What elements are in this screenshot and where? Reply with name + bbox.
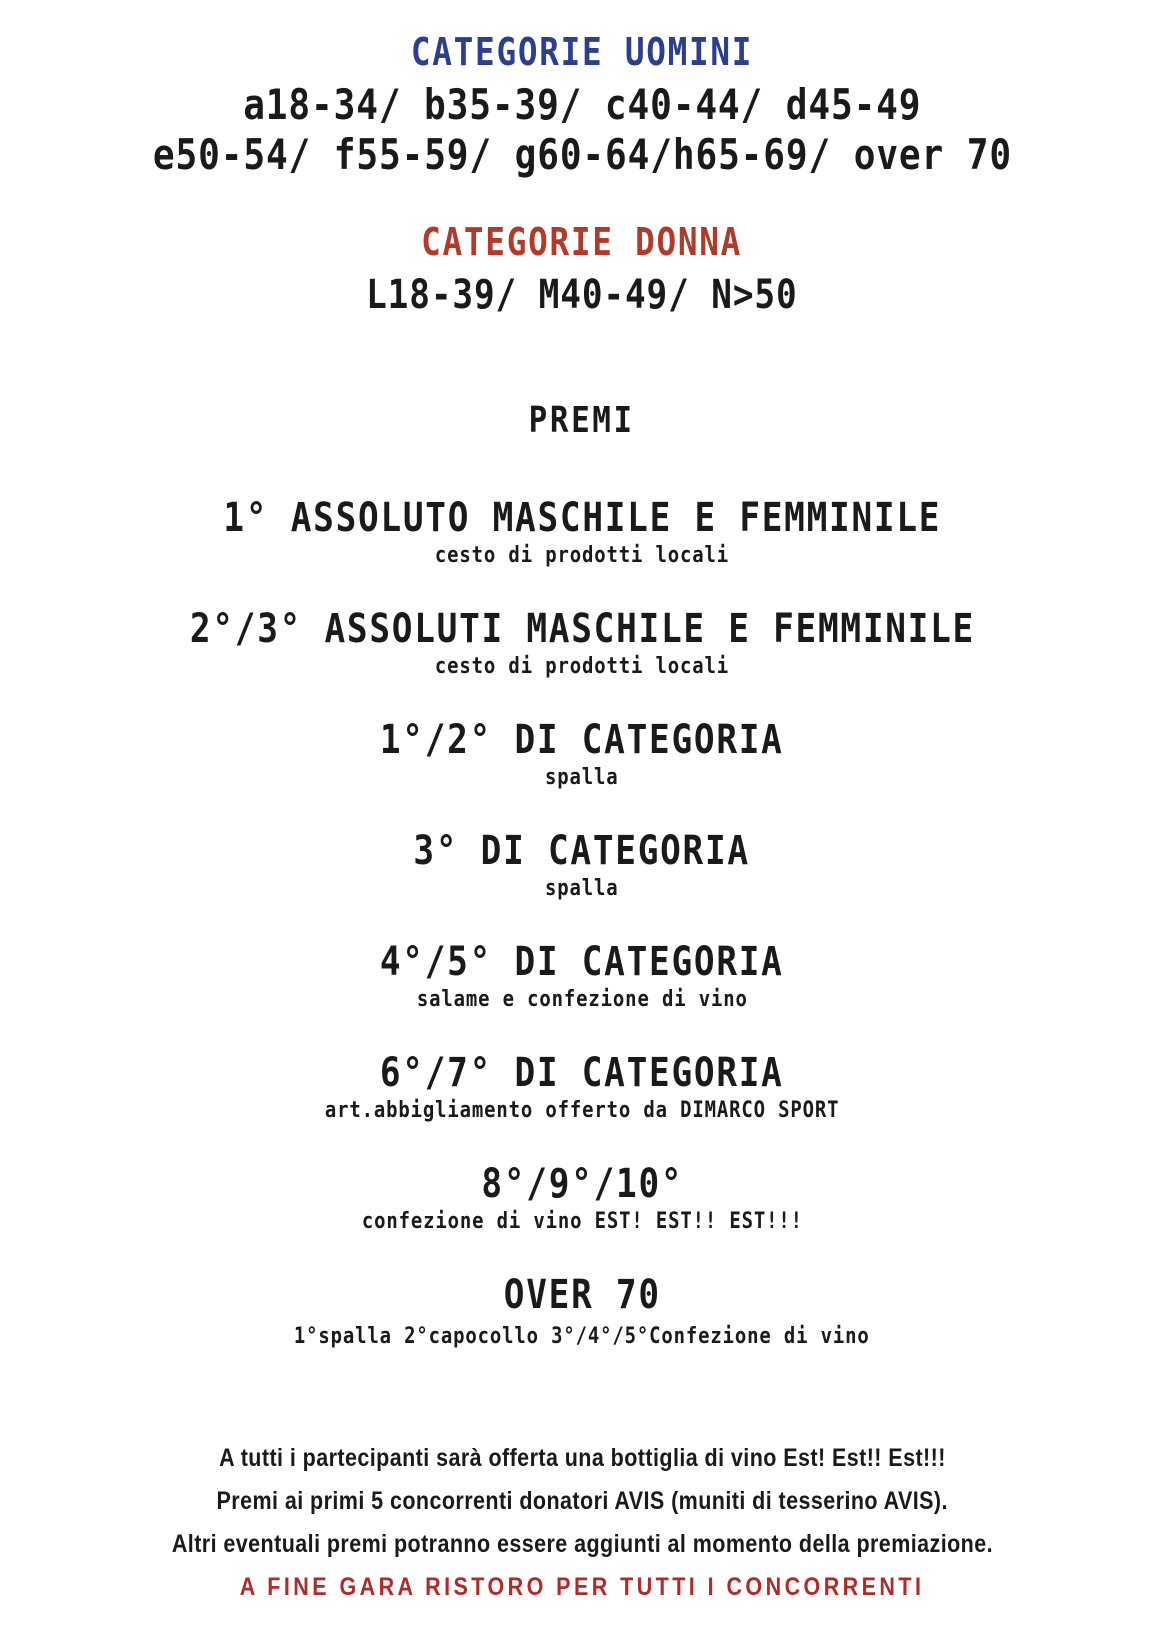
prize-description: 1°spalla 2°capocollo 3°/4°/5°Confezione di vino xyxy=(294,1324,870,1349)
men-categories-line-2: e50-54/ f55-59/ g60-64/h65-69/ over 70 xyxy=(152,130,1012,179)
prize-description: cesto di prodotti locali xyxy=(434,543,730,568)
prize-title: 1°/2° DI CATEGORIA xyxy=(380,717,784,763)
prize-title: 8°/9°/10° xyxy=(481,1161,683,1207)
note-line-3: Altri eventuali premi potranno essere aggiunti al momento della premiazione. xyxy=(171,1530,993,1558)
prize-title: 3° DI CATEGORIA xyxy=(413,828,751,874)
prizes-heading: PREMI xyxy=(528,400,636,441)
note-line-2: Premi ai primi 5 concorrenti donatori AVIS (muniti di tesserino AVIS). xyxy=(216,1487,948,1515)
closing-line: A FINE GARA RISTORO PER TUTTI I CONCORRENTI xyxy=(239,1573,925,1601)
prize-title: 1° ASSOLUTO MASCHILE E FEMMINILE xyxy=(223,495,941,541)
men-categories-heading: CATEGORIE UOMINI xyxy=(410,30,754,74)
prize-description: spalla xyxy=(545,765,619,790)
prize-description: spalla xyxy=(545,876,619,901)
prize-description: salame e confezione di vino xyxy=(416,987,748,1012)
prize-title: 2°/3° ASSOLUTI MASCHILE E FEMMINILE xyxy=(189,606,975,652)
prize-description: art.abbigliamento offerto da DIMARCO SPORT xyxy=(324,1098,840,1123)
note-line-1: A tutti i partecipanti sarà offerta una bottiglia di vino Est! Est!! Est!!! xyxy=(218,1444,946,1472)
prize-title: 6°/7° DI CATEGORIA xyxy=(380,1050,784,1096)
prize-title: 4°/5° DI CATEGORIA xyxy=(380,939,784,985)
prize-description: confezione di vino EST! EST!! EST!!! xyxy=(361,1209,803,1234)
prize-title: OVER 70 xyxy=(503,1272,661,1318)
men-categories-line-1: a18-34/ b35-39/ c40-44/ d45-49 xyxy=(242,80,922,129)
women-categories-heading: CATEGORIE DONNA xyxy=(421,220,743,264)
women-categories-line: L18-39/ M40-49/ N>50 xyxy=(366,272,798,318)
prize-description: cesto di prodotti locali xyxy=(434,654,730,679)
